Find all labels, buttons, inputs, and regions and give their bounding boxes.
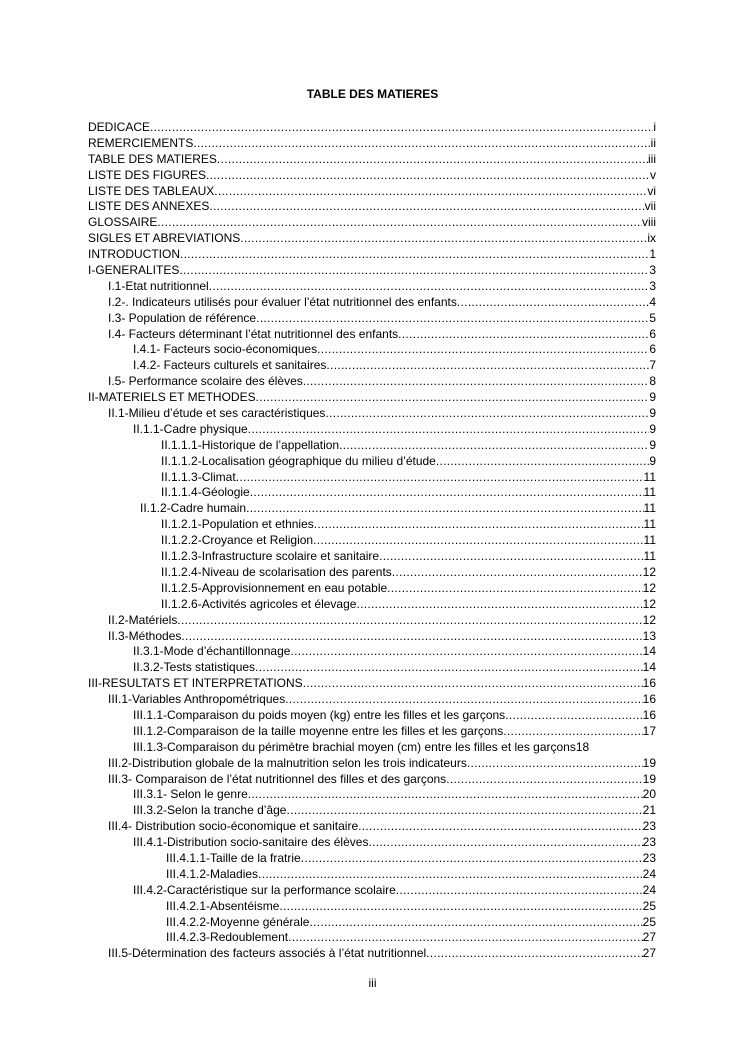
toc-entry-page: v <box>650 167 656 182</box>
toc-entry-page: 12 <box>642 564 656 579</box>
toc-entry[interactable] <box>88 676 656 692</box>
toc-entry-page: 11 <box>643 517 656 532</box>
toc-entry-label: III.4.1.1-Taille de la fratrie <box>166 850 301 865</box>
toc-leader-dots <box>339 438 649 454</box>
toc-entry-page: iii <box>648 151 656 166</box>
toc-entry[interactable] <box>88 342 656 358</box>
toc-entry-label: III.3.2-Selon la tranche d’âge <box>133 803 287 818</box>
toc-leader-dots <box>503 724 642 740</box>
toc-entry-page: 14 <box>642 660 656 675</box>
toc-leader-dots <box>309 915 642 931</box>
toc-entry-page: 9 <box>649 453 656 468</box>
toc-leader-dots <box>177 613 642 629</box>
table-of-contents <box>88 120 656 962</box>
toc-leader-dots <box>206 168 650 184</box>
toc-entry[interactable] <box>88 517 656 533</box>
toc-entry-label: II.3.2-Tests statistiques <box>133 660 256 675</box>
toc-leader-dots <box>303 676 643 692</box>
toc-entry-label: II.1-Milieu d’étude et ses caractéristiques <box>108 406 326 421</box>
toc-leader-dots <box>314 517 644 533</box>
toc-entry-label: I-GENERALITES <box>88 263 180 278</box>
toc-entry-label: III.4.2-Caractéristique sur la performance scolaire <box>133 882 396 897</box>
toc-entry-label: I.1-Etat nutritionnel <box>108 278 209 293</box>
toc-leader-dots <box>256 311 649 327</box>
toc-entry[interactable] <box>88 787 656 803</box>
toc-entry-page: 11 <box>643 469 656 484</box>
toc-entry-page: ii <box>650 135 656 150</box>
toc-leader-dots <box>250 485 644 501</box>
toc-entry-page: 24 <box>642 882 656 897</box>
toc-leader-dots <box>180 247 649 263</box>
toc-entry[interactable] <box>88 915 656 931</box>
toc-leader-dots <box>217 152 648 168</box>
toc-entry-label: I.4- Facteurs déterminant l’état nutritionnel des enfants <box>108 326 399 341</box>
toc-entry-page: 8 <box>649 374 656 389</box>
toc-entry-label: I.4.2- Facteurs culturels et sanitaires <box>133 358 327 373</box>
toc-leader-dots <box>398 327 649 343</box>
toc-entry[interactable] <box>88 851 656 867</box>
toc-leader-dots <box>313 533 643 549</box>
toc-entry-page: 9 <box>649 421 656 436</box>
toc-entry-label: II.1.2.4-Niveau de scolarisation des parents <box>161 564 392 579</box>
toc-entry-label: II-MATERIELS ET METHODES <box>88 390 256 405</box>
toc-entry-page: ix <box>647 231 656 246</box>
toc-leader-dots <box>157 215 642 231</box>
page-number: iii <box>368 976 377 990</box>
toc-entry[interactable] <box>88 470 656 486</box>
toc-entry[interactable] <box>88 533 656 549</box>
toc-entry-label: II.2-Matériels <box>108 612 178 627</box>
toc-entry-label: III.4.2.1-Absentéisme <box>166 898 280 913</box>
toc-entry-page: 19 <box>642 755 656 770</box>
toc-entry-label: III.2-Distribution globale de la malnutrition selon les trois indicateurs <box>108 755 467 770</box>
toc-entry[interactable] <box>88 406 656 422</box>
toc-entry-page: 17 <box>642 723 656 738</box>
toc-entry[interactable] <box>88 613 656 629</box>
toc-entry[interactable] <box>88 485 656 501</box>
toc-leader-dots <box>290 644 642 660</box>
toc-entry-page: 16 <box>642 692 656 707</box>
toc-entry-label: II.3.1-Mode d’échantillonnage <box>133 644 291 659</box>
toc-entry-label: I.5- Performance scolaire des élèves <box>108 374 303 389</box>
toc-entry-page: 3 <box>649 263 656 278</box>
toc-entry[interactable] <box>88 819 656 835</box>
toc-entry[interactable] <box>88 724 656 740</box>
toc-leader-dots <box>214 184 647 200</box>
toc-entry[interactable] <box>88 263 656 279</box>
toc-entry[interactable] <box>88 549 656 565</box>
toc-entry-page: 23 <box>642 850 656 865</box>
toc-entry-page: viii <box>642 215 656 230</box>
toc-entry-page: 6 <box>649 342 656 357</box>
toc-entry[interactable] <box>88 136 656 152</box>
toc-entry-label: DEDICACE <box>88 120 151 134</box>
toc-entry-page: 13 <box>642 628 656 643</box>
toc-entry[interactable] <box>88 279 656 295</box>
toc-entry-label: I.3- Population de référence <box>108 310 257 325</box>
toc-entry-label: III.3- Comparaison de l’état nutritionnel des filles et des garçons <box>108 771 447 786</box>
toc-entry[interactable] <box>88 390 656 406</box>
toc-leader-dots <box>279 899 642 915</box>
toc-entry[interactable] <box>88 597 656 613</box>
toc-entry-page: 20 <box>642 787 656 802</box>
toc-leader-dots <box>446 772 642 788</box>
toc-entry[interactable] <box>88 835 656 851</box>
toc-entry-label: III.4.2.3-Redoublement <box>166 930 289 945</box>
toc-entry-page: 11 <box>643 485 656 500</box>
toc-entry-page: 9 <box>649 437 656 452</box>
toc-entry-label: III.1-Variables Anthropométriques <box>108 692 286 707</box>
toc-entry-label: II.1.1.1-Historique de l’appellation <box>161 437 340 452</box>
toc-entry[interactable] <box>88 930 656 946</box>
toc-entry[interactable] <box>88 374 656 390</box>
toc-entry-label: LISTE DES ANNEXES <box>88 199 210 214</box>
toc-entry[interactable] <box>88 120 656 136</box>
toc-entry-label: III.1.1-Comparaison du poids moyen (kg) entre les filles et les garçons <box>133 707 506 722</box>
toc-entry-page: 9 <box>649 406 656 421</box>
toc-leader-dots <box>303 374 650 390</box>
toc-entry-label: III.3.1- Selon le genre <box>133 787 248 802</box>
toc-leader-dots <box>457 295 649 311</box>
toc-entry[interactable] <box>88 660 656 676</box>
toc-entry-page: 11 <box>643 533 656 548</box>
toc-entry[interactable] <box>88 184 656 200</box>
toc-entry-page: 14 <box>642 644 656 659</box>
toc-entry-page: vi <box>647 183 656 198</box>
toc-entry-page: 6 <box>649 326 656 341</box>
toc-entry-page: 1 <box>649 247 656 262</box>
toc-leader-dots <box>426 946 642 962</box>
toc-entry-page: i <box>653 120 656 134</box>
toc-entry-label: II.1.2.3-Infrastructure scolaire et sanitaire <box>161 549 380 564</box>
toc-entry[interactable] <box>88 215 656 231</box>
toc-leader-dots <box>358 819 643 835</box>
toc-entry[interactable] <box>88 644 656 660</box>
toc-entry-label: III.1.3-Comparaison du périmètre brachial moyen (cm) entre les filles et les garçons <box>133 739 576 754</box>
toc-entry-page: 23 <box>642 835 656 850</box>
toc-entry-label: III.4.1-Distribution socio-sanitaire des élèves <box>133 835 369 850</box>
toc-entry-page: 11 <box>643 501 656 516</box>
toc-leader-dots <box>285 692 642 708</box>
toc-entry-label: SIGLES ET ABREVIATIONS <box>88 231 241 246</box>
toc-entry[interactable] <box>88 867 656 883</box>
toc-entry[interactable] <box>88 565 656 581</box>
toc-entry-label: II.1.1.4-Géologie <box>161 485 250 500</box>
toc-entry-label: III.1.2-Comparaison de la taille moyenne entre les filles et les garçons <box>133 723 504 738</box>
toc-entry-page: 23 <box>642 819 656 834</box>
toc-entry[interactable] <box>88 629 656 645</box>
toc-entry-page: 12 <box>642 580 656 595</box>
toc-entry-page: 11 <box>643 549 656 564</box>
toc-entry-label: II.1.1-Cadre physique <box>133 421 248 436</box>
toc-leader-dots <box>436 454 649 470</box>
toc-entry[interactable] <box>88 740 656 756</box>
toc-entry-page: 25 <box>642 898 656 913</box>
toc-entry-page: 21 <box>642 803 656 818</box>
toc-leader-dots <box>181 629 642 645</box>
toc-entry-page: 5 <box>649 310 656 325</box>
toc-entry-label: INTRODUCTION <box>88 247 180 262</box>
toc-entry-label: II.1.2.2-Croyance et Religion <box>161 533 314 548</box>
toc-entry-page: 25 <box>642 914 656 929</box>
toc-entry-label: III.5-Détermination des facteurs associés à l’état nutritionnel <box>108 946 427 961</box>
toc-leader-dots <box>246 501 643 517</box>
toc-entry-page: 3 <box>649 278 656 293</box>
toc-entry[interactable] <box>88 581 656 597</box>
toc-entry[interactable] <box>88 247 656 263</box>
toc-leader-dots <box>286 803 642 819</box>
toc-entry-label: TABLE DES MATIERES <box>88 151 217 166</box>
toc-entry[interactable] <box>88 946 656 962</box>
toc-leader-dots <box>150 120 653 136</box>
toc-entry-label: GLOSSAIRE <box>88 215 158 230</box>
toc-entry[interactable] <box>88 231 656 247</box>
toc-entry-page: 24 <box>642 866 656 881</box>
toc-entry[interactable] <box>88 899 656 915</box>
toc-entry[interactable] <box>88 311 656 327</box>
toc-leader-dots <box>256 390 650 406</box>
toc-entry-label: III.4.2.2-Moyenne générale <box>166 914 310 929</box>
toc-entry-label: II.1.2-Cadre humain <box>140 501 247 516</box>
toc-entry-page: 16 <box>642 707 656 722</box>
toc-leader-dots <box>326 358 649 374</box>
toc-leader-dots <box>387 581 642 597</box>
toc-entry-label: III-RESULTATS ET INTERPRETATIONS <box>88 676 303 691</box>
toc-entry-page: 19 <box>642 771 656 786</box>
toc-leader-dots <box>301 851 643 867</box>
toc-entry-label: III.4.1.2-Maladies <box>166 866 259 881</box>
toc-leader-dots <box>248 787 643 803</box>
toc-entry-label: LISTE DES TABLEAUX <box>88 183 215 198</box>
toc-entry[interactable] <box>88 295 656 311</box>
toc-entry-label: I.4.1- Facteurs socio-économiques <box>133 342 318 357</box>
toc-entry[interactable] <box>88 883 656 899</box>
toc-leader-dots <box>317 342 649 358</box>
toc-entry-label: III.4- Distribution socio-économique et sanitaire <box>108 819 359 834</box>
toc-entry-page: 12 <box>642 596 656 611</box>
toc-entry-label: I.2-. Indicateurs utilisés pour évaluer l’état nutritionnel des enfants <box>108 294 457 309</box>
toc-leader-dots <box>240 231 647 247</box>
toc-entry-label: II.1.1.3-Climat <box>161 469 236 484</box>
toc-entry-page: 9 <box>649 390 656 405</box>
toc-leader-dots <box>209 199 644 215</box>
toc-leader-dots <box>236 470 644 486</box>
toc-leader-dots <box>325 406 649 422</box>
toc-leader-dots <box>179 263 649 279</box>
toc-entry-label: II.3-Méthodes <box>108 628 182 643</box>
toc-entry[interactable] <box>88 422 656 438</box>
toc-entry-page: 16 <box>642 676 656 691</box>
toc-leader-dots <box>379 549 643 565</box>
toc-entry[interactable] <box>88 168 656 184</box>
toc-entry[interactable] <box>88 501 656 517</box>
toc-leader-dots <box>258 867 643 883</box>
toc-leader-dots <box>193 136 650 152</box>
page-title: TABLE DES MATIERES <box>306 87 439 101</box>
toc-entry-page: 4 <box>649 294 656 309</box>
toc-entry[interactable] <box>88 454 656 470</box>
toc-entry[interactable] <box>88 692 656 708</box>
toc-entry[interactable] <box>88 438 656 454</box>
toc-leader-dots <box>392 565 643 581</box>
toc-entry-page: 27 <box>642 930 656 945</box>
toc-leader-dots <box>255 660 643 676</box>
toc-entry[interactable] <box>88 772 656 788</box>
toc-leader-dots <box>356 597 642 613</box>
toc-entry[interactable] <box>88 358 656 374</box>
toc-leader-dots <box>368 835 642 851</box>
toc-leader-dots <box>505 708 642 724</box>
toc-leader-dots <box>288 930 643 946</box>
toc-leader-dots <box>248 422 650 438</box>
toc-entry-page: 27 <box>642 946 656 961</box>
toc-entry-page: 18 <box>575 739 590 754</box>
toc-entry[interactable] <box>88 199 656 215</box>
toc-leader-dots <box>396 883 643 899</box>
toc-entry-label: LISTE DES FIGURES <box>88 167 207 182</box>
toc-leader-dots <box>467 756 643 772</box>
toc-entry[interactable] <box>88 803 656 819</box>
toc-entry-page: 7 <box>649 358 656 373</box>
toc-entry[interactable] <box>88 708 656 724</box>
toc-entry-page: vii <box>644 199 656 214</box>
toc-entry[interactable] <box>88 756 656 772</box>
toc-entry[interactable] <box>88 327 656 343</box>
toc-entry-label: II.1.2.6-Activités agricoles et élevage <box>161 596 357 611</box>
toc-entry-label: II.1.1.2-Localisation géographique du milieu d’étude <box>161 453 436 468</box>
toc-entry-label: REMERCIEMENTS <box>88 135 194 150</box>
toc-entry-page: 12 <box>642 612 656 627</box>
toc-leader-dots <box>209 279 650 295</box>
toc-entry[interactable] <box>88 152 656 168</box>
toc-entry-label: II.1.2.1-Population et ethnies <box>161 517 314 532</box>
toc-entry-label: II.1.2.5-Approvisionnement en eau potable <box>161 580 388 595</box>
